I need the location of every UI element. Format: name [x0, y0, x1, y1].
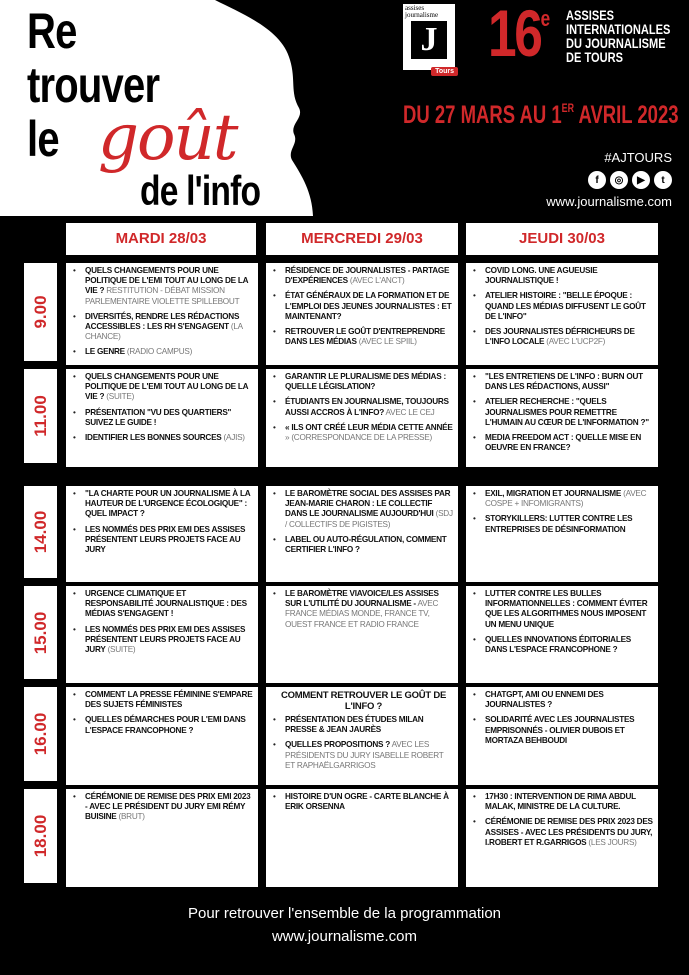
- session-partner: (SUITE): [105, 645, 136, 655]
- session-title: PRÉSENTATION "VU DES QUARTIERS" SUIVEZ LE GUIDE !: [85, 407, 232, 427]
- day-header-jeudi: JEUDI 30/03: [466, 223, 658, 255]
- session-item: [473, 266, 654, 286]
- edition-number: [488, 0, 551, 70]
- dates-end: AVRIL 2023: [573, 101, 679, 129]
- session-item: [73, 625, 254, 656]
- session-title: HISTOIRE D'UN OGRE - CARTE BLANCHE À ERIK ORSENNA: [285, 792, 449, 812]
- session-item: [273, 266, 454, 286]
- session-partner: AVEC LES PRÉSIDENTS DU JURY ISABELLE ROBERT ET RAPHAËLGARRIGOS: [285, 740, 444, 770]
- session-item: [273, 372, 454, 392]
- session-item: [273, 715, 454, 735]
- title-line-3: le: [27, 111, 59, 167]
- session-title: LE BAROMÈTRE VIAVOICE/LES ASSISES SUR L'UTILITÉ DU JOURNALISME -: [285, 589, 439, 609]
- session-partner: (AVEC LE SPIIL): [356, 337, 417, 347]
- session-cell: [466, 687, 658, 785]
- logo-text: assises journalisme: [405, 4, 439, 19]
- session-cell: [66, 687, 258, 785]
- session-title: 17H30 : INTERVENTION DE RIMA ABDUL MALAK, MINISTRE DE LA CULTURE.: [485, 792, 636, 812]
- website-link[interactable]: www.journalisme.com: [546, 194, 672, 209]
- session-title: « ILS ONT CRÉÉ LEUR MÉDIA CETTE ANNÉE: [285, 422, 453, 432]
- session-partner: RESTITUTION - DÉBAT MISSION PARLEMENTAIRE VIOLETTE SPILLEBOUT: [85, 286, 240, 306]
- session-item: [473, 715, 654, 746]
- youtube-icon[interactable]: ▶: [632, 171, 650, 189]
- session-title: COMMENT LA PRESSE FÉMININE S'EMPARE DES SUJETS FÉMINISTES: [85, 690, 253, 710]
- session-title: EXIL, MIGRATION ET JOURNALISME: [485, 489, 622, 498]
- session-item: [473, 690, 654, 710]
- session-cell: [66, 369, 258, 467]
- session-partner: (BRUT): [116, 812, 145, 822]
- session-title: LES NOMMÉS DES PRIX EMI DES ASSISES PRÉSENTENT LEURS PROJETS FACE AU JURY: [85, 524, 246, 555]
- session-partner: AVEC LE CEJ: [383, 407, 435, 417]
- session-title: "LA CHARTE POUR UN JOURNALISME À LA HAUTEUR DE L'URGENCE ÉCOLOGIQUE" : QUEL IMPACT ?: [85, 489, 251, 519]
- session-cell: [66, 486, 258, 582]
- title-line-1: Re: [27, 3, 77, 59]
- social-icons: [588, 171, 672, 189]
- session-partner: (RADIO CAMPUS): [124, 347, 193, 357]
- session-item: [73, 792, 254, 823]
- dates-sup: ER: [561, 101, 574, 115]
- session-cell: [266, 369, 458, 467]
- session-title: LES NOMMÉS DES PRIX EMI DES ASSISES PRÉSENTENT LEURS PROJETS FACE AU JURY: [85, 624, 246, 655]
- logo-letter: J: [411, 21, 447, 59]
- session-item: [473, 817, 654, 848]
- time-slot-label: [24, 687, 57, 781]
- session-title: "LES ENTRETIENS DE L'INFO : BURN OUT DANS LES RÉDACTIONS, AUSSI": [485, 372, 643, 392]
- assises-logo: [403, 4, 455, 75]
- time-slot-label: [24, 789, 57, 883]
- session-title: QUELLES INNOVATIONS ÉDITORIALES DANS L'ESPACE FRANCOPHONE ?: [485, 634, 632, 655]
- session-cell: [266, 486, 458, 582]
- session-partner: (SUITE): [104, 392, 135, 402]
- session-title: IDENTIFIER LES BONNES SOURCES: [85, 433, 222, 443]
- session-item: [73, 266, 254, 307]
- session-item: [473, 589, 654, 630]
- session-item: [273, 740, 454, 771]
- edition-line: DE TOURS: [566, 50, 624, 65]
- edition-name: [566, 9, 681, 65]
- session-title: DIVERSITÉS, RENDRE LES RÉDACTIONS ACCESSIBLES : LES RH S'ENGAGENT: [85, 311, 240, 332]
- session-item: [473, 327, 654, 347]
- session-title: ÉTUDIANTS EN JOURNALISME, TOUJOURS AUSSI ACCROS À L'INFO?: [285, 397, 449, 417]
- session-title: CÉRÉMONIE DE REMISE DES PRIX 2023 DES ASSISES - AVEC LES PRÉSIDENTS DU JURY, I.ROBERT ET R.GARRIGOS: [485, 817, 653, 847]
- session-item: [73, 489, 254, 520]
- session-title: LABEL OU AUTO-RÉGULATION, COMMENT CERTIFIER L'INFO ?: [285, 534, 447, 555]
- instagram-icon[interactable]: ◎: [610, 171, 628, 189]
- session-title: MEDIA FREEDOM ACT : QUELLE MISE EN OEUVRE EN FRANCE?: [485, 433, 642, 453]
- session-cell: [66, 263, 258, 365]
- time-slot-text: 16.00: [30, 712, 50, 756]
- time-slot-label: [24, 263, 57, 361]
- day-header-mercredi: MERCREDI 29/03: [266, 223, 458, 255]
- session-item: [73, 372, 254, 403]
- session-cell: [466, 369, 658, 467]
- edition-line: ASSISES: [566, 8, 614, 23]
- session-title: RETROUVER LE GOÛT D'ENTREPRENDRE DANS LES MÉDIAS: [285, 327, 445, 347]
- session-cell: [466, 263, 658, 365]
- session-title: PRÉSENTATION DES ÉTUDES MILAN PRESSE & JEAN JAURÈS: [285, 715, 424, 735]
- session-cell: [66, 789, 258, 887]
- session-cell: [466, 586, 658, 683]
- session-cell: [266, 263, 458, 365]
- session-title: QUELLES PROPOSITIONS ?: [285, 740, 391, 750]
- session-item: [473, 514, 654, 534]
- session-item: [273, 327, 454, 347]
- session-item: [73, 690, 254, 710]
- session-item: [273, 291, 454, 322]
- session-title: COVID LONG. UNE AGUEUSIE JOURNALISTIQUE !: [485, 266, 598, 286]
- session-cell: [266, 789, 458, 887]
- title-highlight: goût: [98, 101, 237, 175]
- time-slot-text: 15.00: [30, 611, 50, 654]
- session-title: QUELLES DÉMARCHES POUR L'EMI DANS L'ESPACE FRANCOPHONE ?: [85, 715, 246, 735]
- session-partner: AVEC FRANCE MÉDIAS MONDE, FRANCE TV, OUEST FRANCE ET RADIO FRANCE: [285, 599, 439, 629]
- session-title: LE BAROMÈTRE SOCIAL DES ASSISES PAR JEAN-MARIE CHARON : LE COLLECTIF DANS LE JOURNALISME AUJOURD'HUI: [285, 489, 451, 519]
- title-line-4: de l'info: [140, 167, 261, 214]
- session-partner: (AJIS): [221, 433, 245, 443]
- session-cell: [266, 687, 458, 785]
- event-dates: [403, 101, 679, 130]
- session-item: [273, 589, 454, 630]
- session-item: [473, 792, 654, 812]
- session-item: [273, 489, 454, 530]
- session-partner: (SDJ / COLLECTIFS DE PIGISTES): [285, 509, 453, 529]
- edition-line: DU JOURNALISME: [566, 36, 666, 51]
- session-title: CHATGPT, AMI OU ENNEMI DES JOURNALISTES ?: [485, 690, 604, 710]
- session-partner: (LA CHANCE): [85, 322, 243, 342]
- footer-text: Pour retrouver l'ensemble de la programmation: [187, 905, 501, 922]
- session-cell: [466, 486, 658, 582]
- footer-link[interactable]: www.journalisme.com: [271, 928, 418, 945]
- session-title: ATELIER HISTOIRE : "BELLE ÉPOQUE : QUAND LES MÉDIAS DIFFUSENT LE GOÛT DE L'INFO": [485, 291, 646, 321]
- session-item: [473, 433, 654, 453]
- session-title: CÉRÉMONIE DE REMISE DES PRIX EMI 2023 - AVEC LE PRÉSIDENT DU JURY EMI RÉMY BUISINE: [85, 792, 251, 822]
- session-partner: » (CORRESPONDANCE DE LA PRESSE): [285, 433, 432, 443]
- session-title: LUTTER CONTRE LES BULLES INFORMATIONNELLES : COMMENT ÉVITER QUE LES ALGORITHMES NOUS IMPOSENT UN MENU UNIQUE: [485, 589, 648, 629]
- twitter-icon[interactable]: t: [654, 171, 672, 189]
- session-item: [73, 589, 254, 620]
- session-title: ATELIER RECHERCHE : "QUELS JOURNALISMES POUR REMETTRE L'HUMAIN AU CŒUR DE L'INFORMATION ?": [485, 397, 649, 427]
- title-line-2: trouver: [27, 57, 160, 113]
- session-cell: [266, 586, 458, 683]
- day-header-mardi: MARDI 28/03: [66, 223, 256, 255]
- session-title: LE GENRE: [85, 347, 125, 357]
- session-item: [273, 423, 454, 443]
- edition-line: INTERNATIONALES: [566, 22, 671, 37]
- session-item: [473, 291, 654, 322]
- session-partner: (AVEC L'ANCT): [347, 276, 405, 286]
- session-partner: (LES JOURS): [586, 837, 637, 847]
- session-title: RÉSIDENCE DE JOURNALISTES - PARTAGE D'EXPÉRIENCES: [285, 266, 450, 286]
- logo-tag: Tours: [431, 67, 458, 76]
- session-cell: [466, 789, 658, 887]
- edition-number-value: 16: [488, 0, 541, 70]
- session-item: [73, 347, 254, 357]
- hashtag: #AJTOURS: [604, 150, 672, 165]
- time-slot-text: 18.00: [30, 814, 50, 858]
- session-title: DES JOURNALISTES DÉFRICHEURS DE L'INFO LOCALE: [485, 327, 635, 347]
- session-title: SOLIDARITÉ AVEC LES JOURNALISTES EMPRISONNÉS - OLIVIER DUBOIS ET MORTAZA BEHBOUDI: [485, 715, 635, 745]
- session-item: [273, 535, 454, 555]
- time-slot-label: [24, 586, 57, 679]
- session-item: [73, 433, 254, 443]
- session-item: [73, 525, 254, 556]
- session-cell: [66, 586, 258, 683]
- session-item: [73, 408, 254, 428]
- session-heading: COMMENT RETROUVER LE GOÛT DE L'INFO ?: [280, 690, 447, 712]
- session-item: [73, 715, 254, 735]
- session-item: [473, 372, 654, 392]
- session-title: URGENCE CLIMATIQUE ET RESPONSABILITÉ JOURNALISTIQUE : DES MÉDIAS S'ENGAGENT !: [85, 589, 247, 619]
- session-title: QUELS CHANGEMENTS POUR UNE POLITIQUE DE L'EMI TOUT AU LONG DE LA VIE ?: [85, 266, 248, 296]
- session-title: ÉTAT GÉNÉRAUX DE LA FORMATION ET DE L'EMPLOI DES JEUNES JOURNALISTES : ET MAINTENANT?: [285, 291, 452, 321]
- facebook-icon[interactable]: f: [588, 171, 606, 189]
- session-item: [473, 489, 654, 509]
- session-title: QUELS CHANGEMENTS POUR UNE POLITIQUE DE L'EMI TOUT AU LONG DE LA VIE ?: [85, 372, 248, 402]
- session-partner: (AVEC L'UCP2F): [544, 337, 606, 347]
- session-item: [473, 397, 654, 428]
- time-slot-label: [24, 369, 57, 463]
- time-slot-text: 14.00: [30, 510, 50, 554]
- session-item: [273, 792, 454, 812]
- dates-start: DU 27 MARS AU 1: [403, 101, 562, 129]
- time-slot-text: 9.00: [30, 295, 50, 329]
- session-item: [473, 635, 654, 655]
- time-slot-text: 11.00: [30, 395, 50, 437]
- session-item: [73, 312, 254, 343]
- session-partner: (AVEC COSPE + INFOMIGRANTS): [485, 489, 647, 509]
- session-item: [273, 397, 454, 417]
- session-title: GARANTIR LE PLURALISME DES MÉDIAS : QUELLE LÉGISLATION?: [285, 372, 446, 392]
- edition-suffix: e: [540, 6, 551, 31]
- session-title: STORYKILLERS: LUTTER CONTRE LES ENTREPRISES DE DÉSINFORMATION: [485, 514, 633, 534]
- time-slot-label: [24, 486, 57, 578]
